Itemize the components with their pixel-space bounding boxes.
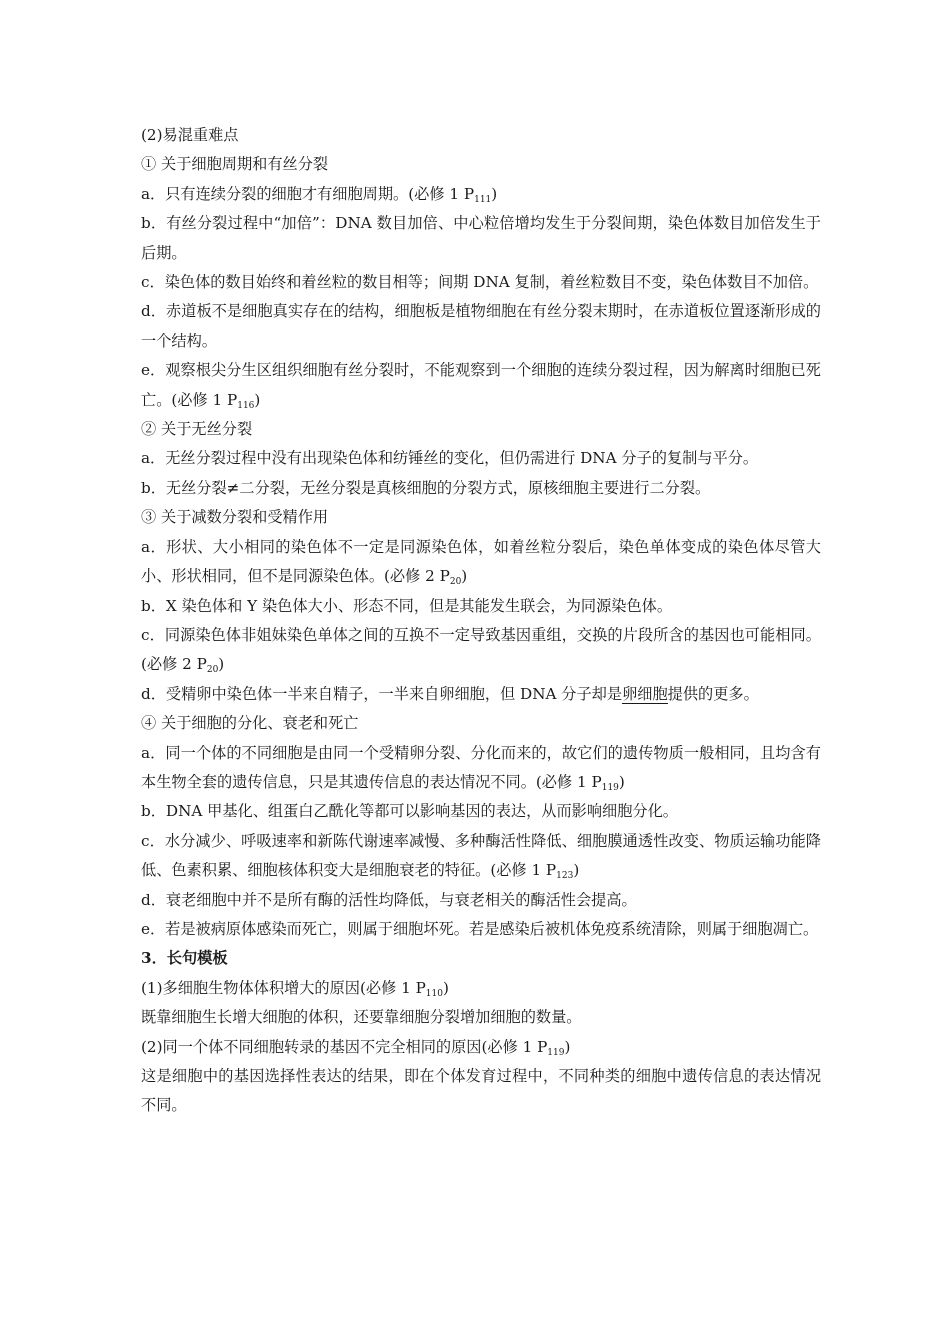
topic-heading: ③ 关于减数分裂和受精作用 xyxy=(141,508,329,527)
list-item: a．同一个体的不同细胞是由同一个受精卵分裂、分化而来的，故它们的遗传物质一般相同，且均含有本生物全套的遗传信息，只是其遗传信息的表达情况不同。(必修 1 $P_{119}$) xyxy=(141,743,821,793)
list-item: c．同源染色体非姐妹染色单体之间的互换不一定导致基因重组，交换的片段所含的基因也可能相同。(必修 2 $P_{20}$) xyxy=(141,625,821,676)
list-item: a．形状、大小相同的染色体不一定是同源染色体，如着丝粒分裂后，染色单体变成的染色体尽管大小、形状相同，但不是同源染色体。(必修 2 $P_{20}$) xyxy=(141,537,821,588)
answer: 既靠细胞生长增大细胞的体积，还要靠细胞分裂增加细胞的数量。 xyxy=(141,1008,582,1027)
list-item: e．若是被病原体感染而死亡，则属于细胞坏死。若是感染后被机体免疫系统清除，则属于细胞凋亡。 xyxy=(141,919,819,938)
list-item: d．衰老细胞中并不是所有酶的活性均降低，与衰老相关的酶活性会提高。 xyxy=(141,890,637,909)
list-item: a．只有连续分裂的细胞才有细胞周期。(必修 1 $P_{111}$) xyxy=(141,184,498,205)
list-item: c．染色体的数目始终和着丝粒的数目相等；间期 DNA 复制，着丝粒数目不变，染色体数目不加倍。 xyxy=(141,273,819,292)
list-item: d．赤道板不是细胞真实存在的结构，细胞板是植物细胞在有丝分裂末期时，在赤道板位置逐渐形成的一个结构。 xyxy=(141,302,821,350)
list-item: c．水分减少、呼吸速率和新陈代谢速率减慢、多种酶活性降低、细胞膜通透性改变、物质运输功能降低、色素积累、细胞核体积变大是细胞衰老的特征。(必修 1 $P_{123}$) xyxy=(141,831,821,882)
list-item: b．X 染色体和 Y 染色体大小、形态不同，但是其能发生联会，为同源染色体。 xyxy=(141,596,673,615)
topic-heading: ① 关于细胞周期和有丝分裂 xyxy=(141,155,329,174)
topic-heading: ④ 关于细胞的分化、衰老和死亡 xyxy=(141,714,359,733)
question: (2)同一个体不同细胞转录的基因不完全相同的原因(必修 1 $P_{119}$) xyxy=(141,1037,571,1058)
list-item: b．DNA 甲基化、组蛋白乙酰化等都可以影响基因的表达，从而影响细胞分化。 xyxy=(141,802,678,821)
answer: 这是细胞中的基因选择性表达的结果，即在个体发育过程中，不同种类的细胞中遗传信息的表达情况不同。 xyxy=(141,1067,821,1115)
list-item: e．观察根尖分生区组织细胞有丝分裂时，不能观察到一个细胞的连续分裂过程，因为解离时细胞已死亡。(必修 1 $P_{116}$) xyxy=(141,361,821,411)
emphasized-term: 卵细胞 xyxy=(622,684,668,703)
topic-heading: ② 关于无丝分裂 xyxy=(141,420,253,439)
list-item: a．无丝分裂过程中没有出现染色体和纺锤丝的变化，但仍需进行 DNA 分子的复制与平分。 xyxy=(141,449,759,468)
section-heading: 3．长句模板 xyxy=(141,949,228,968)
section-title: (2)易混重难点 xyxy=(141,126,239,144)
list-item: b．无丝分裂≠二分裂，无丝分裂是真核细胞的分裂方式，原核细胞主要进行二分裂。 xyxy=(141,478,711,497)
list-item: b．有丝分裂过程中“加倍”：DNA 数目加倍、中心粒倍增均发生于分裂间期，染色体数目加倍发生于后期。 xyxy=(141,214,821,262)
document-body xyxy=(141,121,821,1121)
list-item: d．受精卵中染色体一半来自精子，一半来自卵细胞，但 DNA 分子却是卵细胞提供的更多。 xyxy=(141,684,759,703)
question: (1)多细胞生物体体积增大的原因(必修 1 $P_{110}$) xyxy=(141,978,449,999)
